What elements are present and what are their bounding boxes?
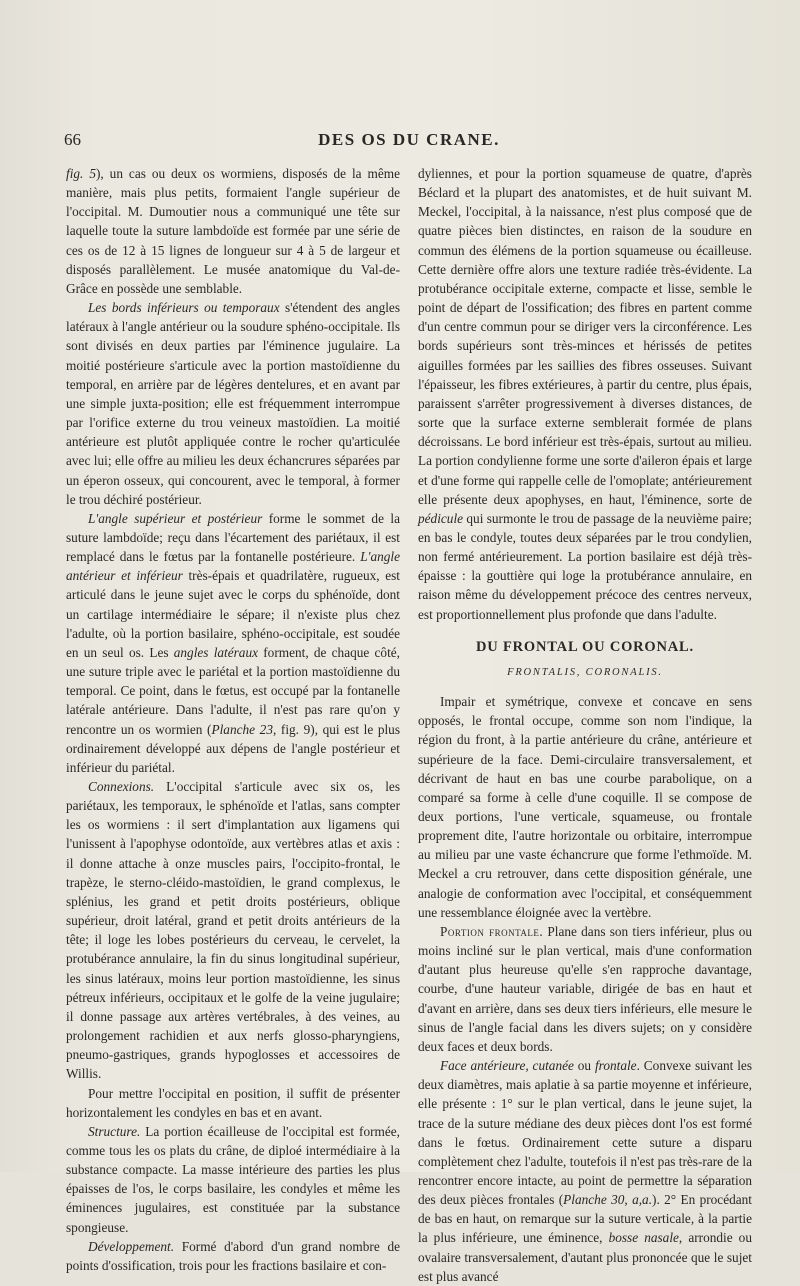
paragraph-wormian-bones: fig. 5), un cas ou deux os wormiens, disposés de la même manière, mais plus petits, formaient l'angle supérieur de l'occipital. M. Dumoutier nous a communiqué une tête sur laquelle toute la suture lambdoïde est formée par une série de ces os de 12 à 15 lignes de longueur sur 4 à 5 de largeur et disposés parallèlement. Le musée anatomique du Val-de-Grâce en possède une semblable. bbox=[66, 166, 400, 296]
paragraph-frontal-portion: Portion frontale. Plane dans son tiers inférieur, plus ou moins incliné sur le plan vertical, mais d'une conformation d'autant plus heureuse qu'elle s'en rapproche davantage, courbe, d'une hauteur variable, dirigée de bas en haut et d'avant en arrière, dans ses deux tiers inférieurs, elle mesure le sinus de l'angle facial dans les divers sujets; on y considère deux faces et deux bords. bbox=[418, 923, 752, 1054]
paragraph-frontal-intro: Impair et symétrique, convexe et concave en sens opposés, le frontal occupe, comme son nom l'indique, la région du front, à la partie antérieure du crâne, antérieure et supérieure de la face. Demi-circulaire transversalement, et décrivant de haut en bas une courbe parabolique, on a comparé sa forme à celle d'une coquille. Il se compose de deux portions, l'une verticale, squameuse, ou frontale proprement dite, l'autre horizontale ou orbitaire, interrompue au milieu par une vaste échancrure que forme l'ethmoïde. M. Meckel a cru retrouver, dans cette disposition générale, une analogie de conformation avec l'occipital, et conséquemment une ressemblance éloignée avec la vertèbre. bbox=[418, 694, 752, 920]
paragraph-connexions: Connexions. L'occipital s'articule avec six os, les pariétaux, les temporaux, le sphénoïde et l'atlas, sans compter les os wormiens : il sert d'implantation aux ligamens qui l'unissent à l'apophyse odontoïde, aux vertèbres atlas et axis : il donne attache à onze muscles pairs, l'occipito-frontal, le trapèze, le sterno-cléido-mastoïdien, le grand complexus, le splénius, les grand et petit droits postérieurs, oblique supérieur, droit latéral, grand et petit droits antérieurs de la tête; il loge les lobes postérieurs du cerveau, le cervelet, la protubérance annulaire, la fin du sinus longitudinal supérieur, les sinus latéraux, moins leur portion mastoïdienne, les sinus pétreux inférieurs, occipitaux et le golfe de la veine jugulaire; il donne passage aux artères vertébrales, à des veines, au prolongement rachidien et aux nerfs glosso-pharyngiens, pneumo-gastriques, grands hypoglosses et accessoires de Willis. bbox=[66, 779, 400, 1082]
paragraph-anterior-face: Face antérieure, cutanée ou frontale. Convexe suivant les deux diamètres, mais aplatie à sa partie moyenne et inférieure, elle présente : 1° sur le plan vertical, dans le jeune sujet, la trace de la suture médiane des deux pièces dont l'os est formé dans le fœtus. Ordinairement cette suture a disparu complètement chez l'adulte, toutefois il n'est pas très-rare de la rencontrer encore intacte, au point de permettre la séparation des deux pièces frontales (Planche 30, a,a.). 2° En procédant de bas en haut, on remarque sur la suture verticale, à la partie la plus inférieure, une éminence, bosse nasale, arrondie ou ovalaire transversalement, d'autant plus prononcée que le sujet est plus avancé bbox=[418, 1058, 753, 1284]
term-superior-angle: L'angle supérieur et postérieur bbox=[88, 510, 263, 526]
running-title: DES OS DU CRANE. bbox=[318, 130, 500, 149]
page-number: 66 bbox=[64, 130, 81, 149]
term-frontal-portion: Portion frontale. bbox=[440, 923, 544, 939]
term-pedicule: pédicule bbox=[418, 510, 464, 526]
term-structure: Structure. bbox=[88, 1123, 141, 1139]
paragraph-position: Pour mettre l'occipital en position, il suffit de présenter horizontalement les condyles en bas et en avant. bbox=[66, 1085, 400, 1120]
paragraph-development: Développement. Formé d'abord d'un grand nombre de points d'ossification, trois pour les fractions basilaire et con- bbox=[66, 1238, 400, 1273]
plate-reference: Planche 23 bbox=[211, 721, 273, 737]
paragraph-structure: Structure. La portion écailleuse de l'occipital est formée, comme tous les os plats du crâne, de diploé intermédiaire à la substance compacte. La masse intérieure des parties les plus épaisses de l'os, le corps basilaire, les condyles et même les éminences jugulaires, est constituée par la substance spongieuse. bbox=[66, 1123, 400, 1235]
figure-letters: a,a. bbox=[632, 1192, 653, 1208]
term-lateral-angles: angles latéraux bbox=[173, 644, 259, 660]
term-bosse-nasale: bosse nasale bbox=[608, 1230, 679, 1246]
term-connexions: Connexions. bbox=[88, 779, 155, 794]
figure-reference: fig. 5 bbox=[66, 166, 96, 181]
paragraph-ossification: dyliennes, et pour la portion squameuse de quatre, d'après Béclard et la plupart des anatomistes, et de huit suivant M. Meckel, l'occipital, à la naissance, n'est plus composé que de quatre pièces bien distinctes, en raison de la soudure en commun des élémens de la portion squameuse ou écailleuse. Cette dernière offre alors une texture radiée très-évidente. La protubérance occipitale externe, compacte et lisse, semble le point de départ de l'ossification; des fibres en partent comme d'un centre commun pour se diriger vers la circonférence. Les bords supérieurs sont très-minces et hérissés de petites aiguilles formées par les saillies des fibres osseuses. Suivant l'épaisseur, les fibres extérieures, à partir du centre, plus épais, paraissent s'arrêter progressivement à diverses distances, de sorte que la surface externe semblerait formée de plans décroissans. Le bord inférieur est très-épais, surtout au milieu. La portion condylienne forme une sorte d'aileron épais et large et d'une forme qui rappelle celle de l'omoplate; antérieurement elle présente deux apophyses, en haut, l'éminence, sorte de pédicule qui surmonte le trou de passage de la neuvième paire; en bas le condyle, toutes deux séparées par le trou condylien, non fermé antérieurement. La portion basilaire est déjà très-épaisse : la gouttière qui loge la protubérance annulaire, en raison même du développement précoce des centres nerveux, est proportionnellement plus profonde que dans l'adulte. bbox=[418, 166, 752, 622]
right-column bbox=[418, 164, 752, 1286]
term-inferior-borders: Les bords inférieurs ou temporaux bbox=[88, 300, 280, 316]
term-anterior-face: Face antérieure, cutanée bbox=[440, 1058, 574, 1074]
paragraph-angles: L'angle supérieur et postérieur forme le sommet de la suture lambdoïde; reçu dans l'écartement des pariétaux, il est remplacé dans le fœtus par la fontanelle postérieure. L'angle antérieur et inférieur très-épais et quadrilatère, rugueux, est articulé dans le jeune sujet avec le corps du sphénoïde, dont un cartilage intermédiaire le sépare; il n'existe plus chez l'adulte, où la portion basilaire, sphéno-occipitale, est soudée en un seul os. Les angles latéraux forment, de chaque côté, une suture triple avec le pariétal et la portion mastoïdienne du temporal. Ce point, dans le fœtus, est occupé par la fontanelle latérale antérieure. Dans l'adulte, il n'est pas rare qu'on y rencontre un os wormien (Planche 23, fig. 9), qui est le plus ordinairement développé aux dépens de l'angle postérieur et inférieur du pariétal. bbox=[66, 510, 401, 775]
left-column bbox=[66, 164, 400, 1275]
term-frontale: frontale bbox=[594, 1058, 637, 1074]
plate-reference: Planche 30 bbox=[563, 1192, 625, 1208]
term-development: Développement. bbox=[88, 1238, 175, 1254]
page-header bbox=[64, 130, 754, 152]
section-latin-subtitle: FRONTALIS, CORONALIS. bbox=[507, 666, 663, 678]
section-heading: DU FRONTAL OU CORONAL. bbox=[476, 638, 694, 655]
term-anterior-angle: L'angle antérieur et inférieur bbox=[66, 549, 400, 584]
paragraph-inferior-borders: Les bords inférieurs ou temporaux s'étendent des angles latéraux à l'angle antérieur ou la soudure sphéno-occipitale. Ils sont divisés en deux parties par l'éminence jugulaire. La moitié postérieure s'articule avec la portion mastoïdienne du temporal, en arrière par de légères dentelures, et en avant par une simple juxta-position; elle est fréquemment interrompue par l'orifice externe du trou veineux mastoïdien. La moitié antérieure est plutôt appliquée contre le rocher qu'articulée avec lui; elle offre au milieu les deux échancrures séparées par un éperon osseux, qui concourent, avec le temporal, à former le trou déchiré postérieur. bbox=[66, 300, 400, 507]
